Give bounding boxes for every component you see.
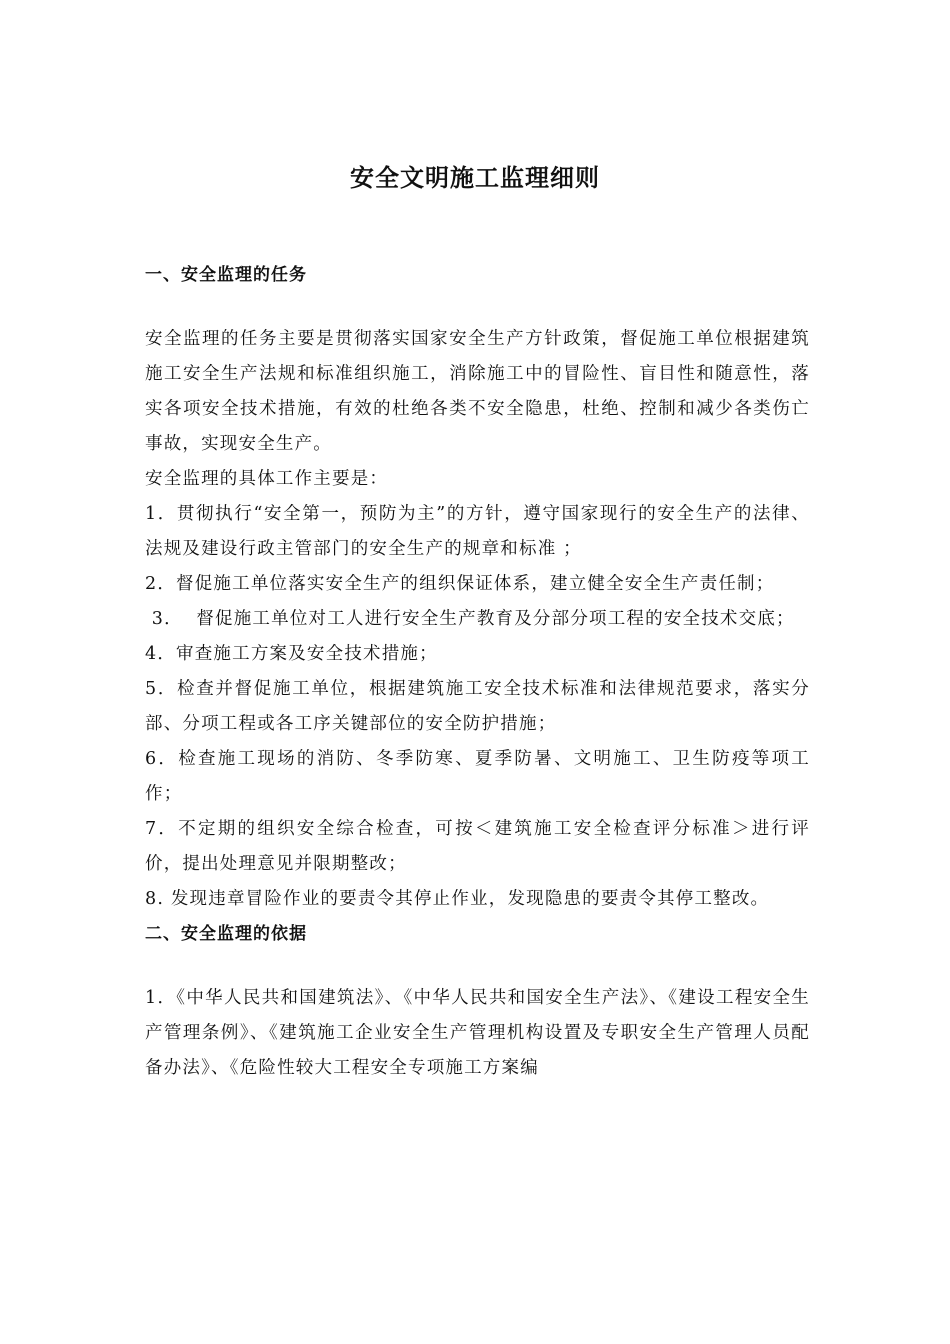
section-1-item-6: 6．检查施工现场的消防、冬季防寒、夏季防暑、文明施工、卫生防疫等项工作； — [145, 749, 810, 804]
section-1-item-4: 4．审查施工方案及安全技术措施； — [145, 644, 438, 664]
section-1-item-1: 1．贯彻执行“安全第一，预防为主”的方针，遵守国家现行的安全生产的法律、法规及建设行政主管部门的安全生产的规章和标准 ； — [145, 504, 810, 559]
section-1-lead-text: 安全监理的具体工作主要是： — [145, 469, 389, 489]
section-1-item-8: 8. 发现违章冒险作业的要责令其停止作业，发现隐患的要责令其停工整改。 — [145, 889, 770, 909]
document-body — [145, 258, 810, 1086]
document-title: 安全文明施工监理细则 — [350, 164, 600, 192]
section-1-intro-paragraph: 安全监理的任务主要是贯彻落实国家安全生产方针政策，督促施工单位根据建筑施工安全生产法规和标准组织施工，消除施工中的冒险性、盲目性和随意性，落实各项安全技术措施，有效的杜绝各类不安全隐患，杜绝、控制和减少各类伤亡事故，实现安全生产。 — [145, 329, 810, 454]
section-1-item-2: 2．督促施工单位落实安全生产的组织保证体系，建立健全安全生产责任制； — [145, 574, 775, 594]
section-1-item-7: 7．不定期的组织安全综合检查，可按＜建筑施工安全检查评分标准＞进行评价，提出处理意见并限期整改； — [145, 819, 810, 874]
section-2-item-1: 1．《中华人民共和国建筑法》、《中华人民共和国安全生产法》、《建设工程安全生产管理条例》、《建筑施工企业安全生产管理机构设置及专职安全生产管理人员配备办法》、《危险性较大工程安全专项施工方案编 — [145, 988, 810, 1078]
section-1-item-3: 3． 督促施工单位对工人进行安全生产教育及分部分项工程的安全技术交底； — [145, 609, 795, 629]
section-1-item-5: 5．检查并督促施工单位，根据建筑施工安全技术标准和法律规范要求，落实分部、分项工程或各工序关键部位的安全防护措施； — [145, 679, 810, 734]
section-1-heading: 一、安全监理的任务 — [145, 265, 307, 285]
section-2-heading: 二、安全监理的依据 — [145, 924, 307, 944]
